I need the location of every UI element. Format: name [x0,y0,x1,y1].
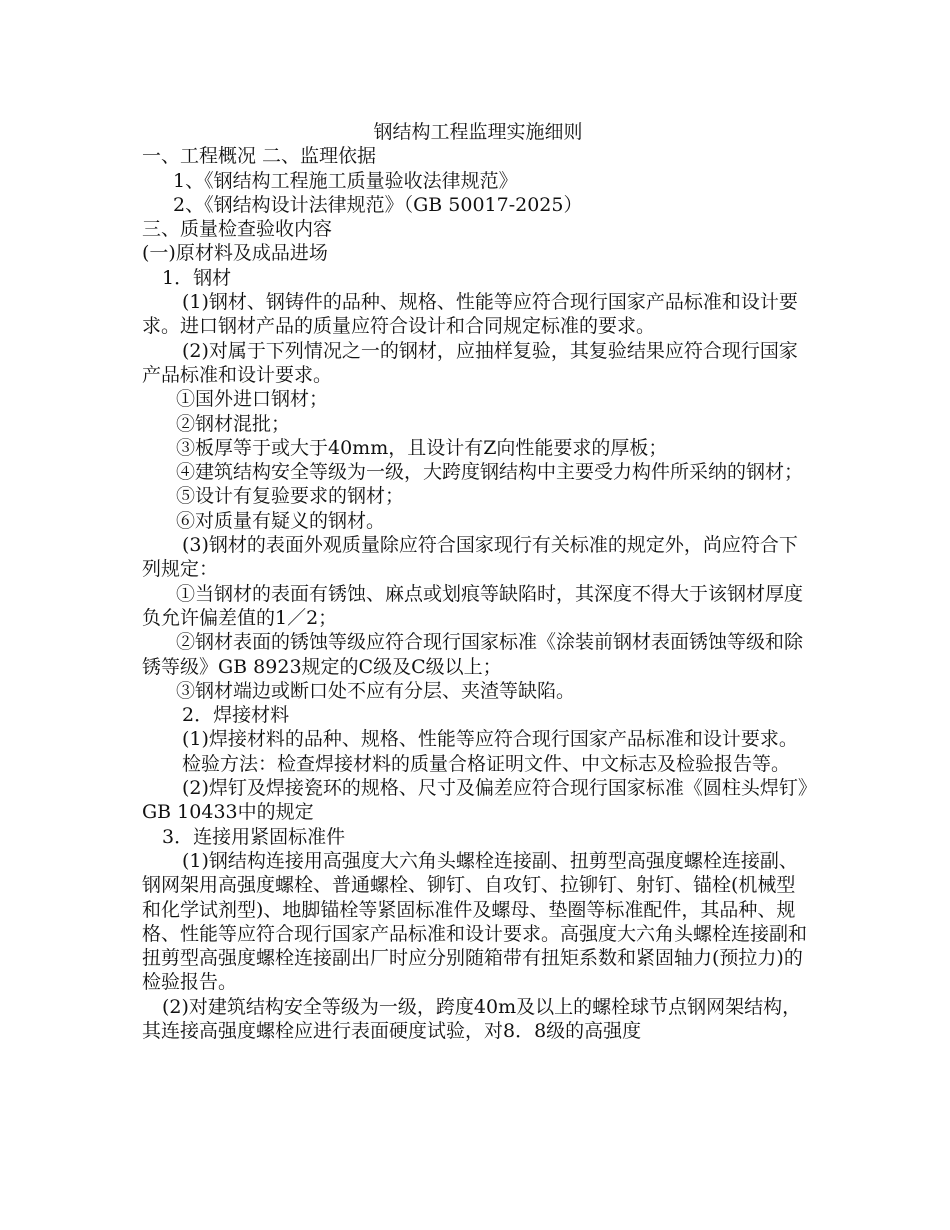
section-heading-overview-basis: 一、工程概况 二、监理依据 [142,145,377,168]
paragraph-welding-inspection: 检验方法：检查焊接材料的质量合格证明文件、中文标志及检验报告等。 [182,752,791,775]
paragraph-welding-1: (1)焊接材料的品种、规格、性能等应符合现行国家产品标准和设计要求。 [182,728,798,751]
list-item-design-recheck: ⑤设计有复验要求的钢材； [176,485,405,508]
paragraph-steel-2: (2)对属于下列情况之一的钢材，应抽样复验，其复验结果应符合现行国家产品标准和设计要求。 [142,339,798,386]
basis-item-1: 1、《钢结构工程施工质量验收法律规范》 [173,169,518,192]
subsection-heading-materials: (一)原材料及成品进场 [142,242,328,265]
list-item-rust-grade: ②钢材表面的锈蚀等级应符合现行国家标准《涂装前钢材表面锈蚀等级和除锈等级》GB 8923规定的C级及C级以上； [142,631,804,678]
section-heading-inspection: 三、质量检查验收内容 [142,218,333,241]
paragraph-steel-1: (1)钢材、钢铸件的品种、规格、性能等应符合现行国家产品标准和设计要求。进口钢材产品的质量应符合设计和合同规定标准的要求。 [142,291,798,338]
document-title: 钢结构工程监理实施细则 [373,121,583,143]
basis-item-2: 2、《钢结构设计法律规范》（GB 50017-2025） [173,193,583,216]
paragraph-fasteners-1: (1)钢结构连接用高强度大六角头螺栓连接副、扭剪型高强度螺栓连接副、钢网架用高强度螺栓、普通螺栓、铆钉、自攻钉、拉铆钉、射钉、锚栓(机械型和化学试剂型)、地脚锚栓等紧固标准件及螺母、垫圈等标准配件，其品种、规格、性能等应符合现行国家产品标准和设计要求。高强度大六角头螺栓连接副和扭剪型高强度螺栓连接副出厂时应分别随箱带有扭矩系数和紧固轴力(预拉力)的检验报告。 [142,849,808,994]
item-heading-welding: 2．焊接材料 [182,704,290,727]
list-item-thick-plate: ③板厚等于或大于40mm，且设计有Z向性能要求的厚板； [176,436,668,459]
list-item-edge-defects: ③钢材端边或断口处不应有分层、夹渣等缺陷。 [176,679,576,702]
paragraph-steel-3: (3)钢材的表面外观质量除应符合国家现行有关标准的规定外，尚应符合下列规定： [142,534,798,581]
paragraph-welding-2: (2)焊钉及焊接瓷环的规格、尺寸及偏差应符合现行国家标准《圆柱头焊钉》GB 10433中的规定 [142,777,808,824]
document-body [142,120,810,1043]
paragraph-fasteners-2: (2)对建筑结构安全等级为一级，跨度40m及以上的螺栓球节点钢网架结构，其连接高强度螺栓应进行表面硬度试验，对8．8级的高强度 [142,995,802,1042]
item-heading-fasteners: 3．连接用紧固标准件 [162,825,346,848]
item-heading-steel: 1．钢材 [162,266,232,289]
list-item-doubtful-quality: ⑥对质量有疑义的钢材。 [176,509,386,532]
list-item-mixed-batch: ②钢材混批； [176,412,291,435]
list-item-safety-grade: ④建筑结构安全等级为一级，大跨度钢结构中主要受力构件所采纳的钢材； [176,461,804,484]
list-item-surface-defects: ①当钢材的表面有锈蚀、麻点或划痕等缺陷时，其深度不得大于该钢材厚度负允许偏差值的1／2； [142,582,804,629]
list-item-imported-steel: ①国外进口钢材； [176,388,329,411]
